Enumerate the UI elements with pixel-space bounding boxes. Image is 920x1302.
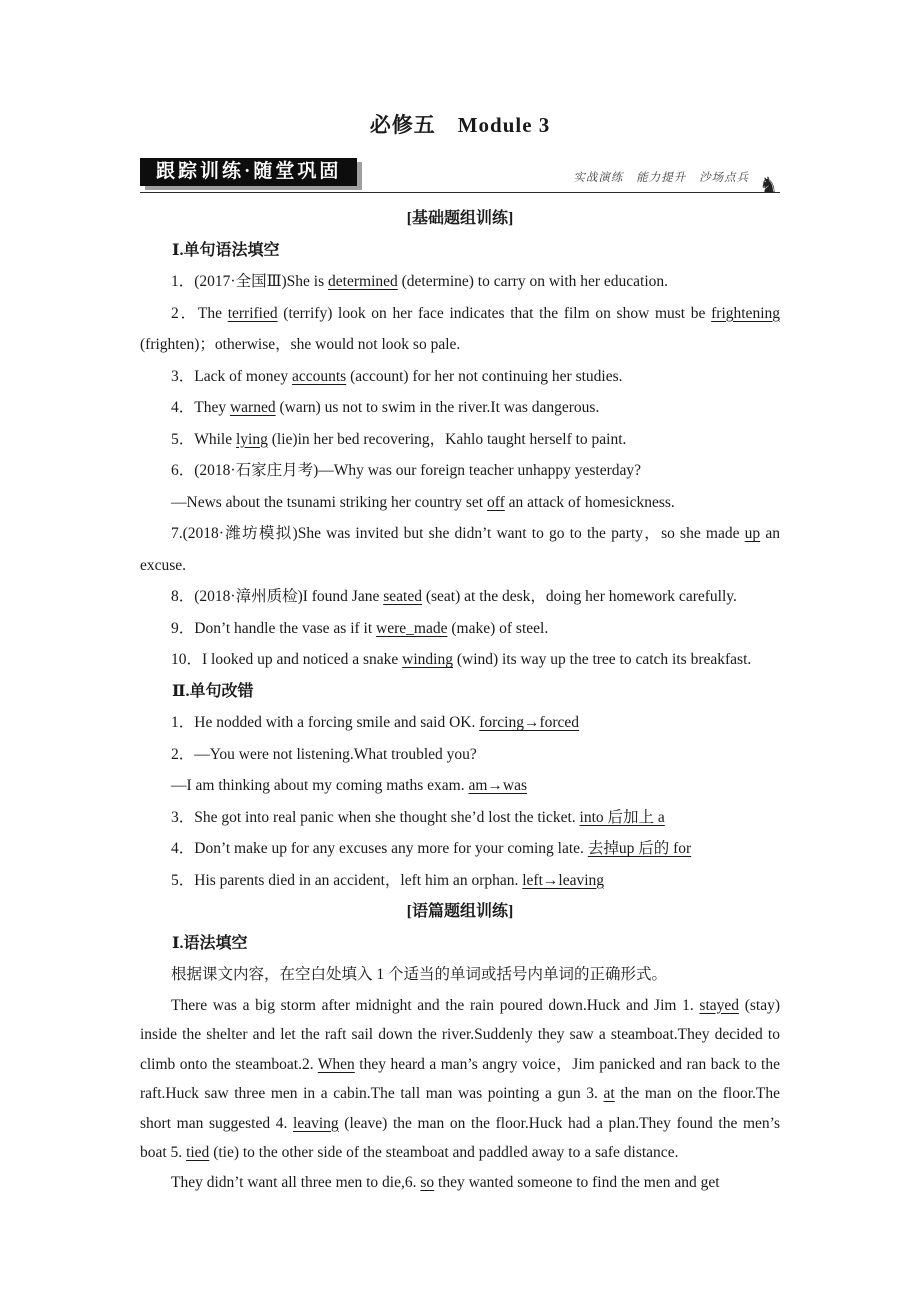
text-run: (leave) the man on the floor.Huck had a plan.They found the men’s boat 5. <box>140 1114 780 1161</box>
answer-blank: frightening <box>711 304 780 322</box>
text-run: There was a big storm after midnight and the rain poured down.Huck and Jim 1. <box>171 996 700 1014</box>
gapfill-item-6-answer <box>140 487 780 519</box>
text-run: 根据课文内容，在空白处填入 1 个适当的单词或括号内单词的正确形式。 <box>171 966 668 983</box>
answer-blank: leaving <box>293 1114 339 1132</box>
text-run: 4．Don’t make up for any excuses any more for your coming late. <box>171 840 588 857</box>
answer-blank: determined <box>328 273 398 290</box>
text-run: (lie)in her bed recovering，Kahlo taught herself to paint. <box>267 430 627 448</box>
gapfill-item-2 <box>140 298 780 361</box>
text-run: (determine) to carry on with her education. <box>397 273 669 290</box>
answer-blank: into 后加上 a <box>579 808 665 826</box>
text-run: an attack of homesickness. <box>504 493 675 511</box>
text-run: they wanted someone to find the men and get <box>434 1173 720 1191</box>
answer-blank: left→leaving <box>522 871 605 889</box>
answer-blank: at <box>603 1085 615 1102</box>
correction-item-5 <box>140 865 780 897</box>
passage-paragraph-2 <box>140 1168 780 1198</box>
answer-blank: When <box>317 1055 355 1073</box>
group-header-passage-training <box>140 896 780 928</box>
text-run: (make) of steel. <box>447 619 549 637</box>
answer-blank: winding <box>402 651 453 668</box>
text-run: They didn’t want all three men to die,6. <box>171 1173 421 1191</box>
answer-blank: up <box>744 525 761 542</box>
answer-blank: off <box>486 493 505 511</box>
passage-instructions <box>140 959 780 991</box>
text-run: (warn) us not to swim in the river.It was dangerous. <box>275 399 600 416</box>
text-run: 5．His parents died in an accident，left him an orphan. <box>171 871 523 889</box>
text-run: 2．The <box>171 304 228 322</box>
answer-blank: stayed <box>699 996 740 1014</box>
text-run: (stay) inside the shelter and let the raft sail down the river.Suddenly they saw a steamboat.They decided to climb onto the steamboat.2. <box>140 996 780 1073</box>
answer-blank: seated <box>383 588 422 605</box>
group-header-basic-training <box>140 203 780 235</box>
text-run: 2．—You were not listening.What troubled you? <box>171 745 477 763</box>
text-run: (wind) its way up the tree to catch its breakfast. <box>452 651 752 668</box>
answer-blank: were_made <box>376 619 448 637</box>
gapfill-item-10 <box>140 644 780 676</box>
text-run: [语篇题组训练] <box>406 903 514 920</box>
text-run: —I am thinking about my coming maths exam. <box>171 777 469 794</box>
text-run: Ⅰ.语法填空 <box>172 934 248 952</box>
correction-item-2-question <box>140 739 780 771</box>
gapfill-item-9 <box>140 613 780 645</box>
text-run: Ⅱ.单句改错 <box>172 682 254 700</box>
header-rule <box>140 192 780 193</box>
banner-row <box>140 156 780 197</box>
gapfill-item-7 <box>140 518 780 581</box>
gapfill-item-6-question <box>140 455 780 487</box>
horse-icon: ♞ <box>759 173 778 197</box>
correction-item-4 <box>140 833 780 865</box>
gapfill-item-4 <box>140 392 780 424</box>
text-run: 6．(2018·石家庄月考)—Why was our foreign teacher unhappy yesterday? <box>171 462 642 479</box>
gapfill-item-5 <box>140 424 780 456</box>
text-run: 3．Lack of money <box>171 367 292 385</box>
text-run: the man on the floor.The short man suggested 4. <box>140 1085 780 1132</box>
tagline-wrap <box>573 170 780 197</box>
text-run: 10．I looked up and noticed a snake <box>171 651 403 668</box>
section-banner <box>140 158 357 186</box>
text-run: 7.(2018·潍坊模拟)She was invited but she didn’t want to go to the party，so she made <box>171 525 745 542</box>
heading-sentence-gapfill <box>140 235 780 267</box>
text-run: (frighten)；otherwise，she would not look so pale. <box>140 336 461 353</box>
gapfill-item-3 <box>140 361 780 393</box>
correction-item-3 <box>140 802 780 834</box>
correction-item-1 <box>140 707 780 739</box>
text-run: 8．(2018·漳州质检)I found Jane <box>171 588 384 605</box>
text-run: 4．They <box>171 399 230 416</box>
answer-blank: so <box>420 1173 435 1191</box>
gapfill-item-1 <box>140 266 780 298</box>
answer-blank: terrified <box>227 304 278 322</box>
text-run: 1．He nodded with a forcing smile and said OK. <box>171 714 480 731</box>
heading-passage-gapfill <box>140 928 780 960</box>
text-run: they heard a man’s angry voice，Jim panicked and ran back to the raft.Huck saw three men in a cabin.The tall man was pointing a gun 3. <box>140 1055 780 1102</box>
text-run: 5．While <box>171 430 236 448</box>
text-run: Ⅰ.单句语法填空 <box>172 241 280 259</box>
text-run: (tie) to the other side of the steamboat and paddled away to a safe distance. <box>209 1144 679 1161</box>
correction-item-2-answer <box>140 770 780 802</box>
doc-title: 必修五 Module 3 <box>369 113 551 137</box>
answer-blank: warned <box>229 399 276 416</box>
answer-blank: accounts <box>291 367 347 385</box>
answer-blank: forcing→forced <box>479 714 580 731</box>
answer-blank: tied <box>186 1144 210 1161</box>
gapfill-item-8 <box>140 581 780 613</box>
text-run: 3．She got into real panic when she thought she’d lost the ticket. <box>171 808 580 826</box>
text-run: an excuse. <box>140 525 780 574</box>
passage-paragraph-1 <box>140 991 780 1168</box>
text-run: 9．Don’t handle the vase as if it <box>171 619 377 637</box>
banner-label: 跟踪训练·随堂巩固 <box>156 161 342 182</box>
text-run: [基础题组训练] <box>406 210 514 227</box>
answer-blank: 去掉up 后的 for <box>587 840 692 857</box>
text-run: (seat) at the desk，doing her homework carefully. <box>421 588 737 605</box>
text-run: (account) for her not continuing her studies. <box>346 367 623 385</box>
text-run: (terrify) look on her face indicates that the film on show must be <box>277 304 712 322</box>
banner-tagline: 实战演练 能力提升 沙场点兵 <box>573 172 750 184</box>
answer-blank: am→was <box>468 777 528 794</box>
heading-error-correction <box>140 676 780 708</box>
answer-blank: lying <box>236 430 268 448</box>
text-run: 1．(2017·全国Ⅲ)She is <box>171 273 329 290</box>
text-run: —News about the tsunami striking her country set <box>171 493 487 511</box>
